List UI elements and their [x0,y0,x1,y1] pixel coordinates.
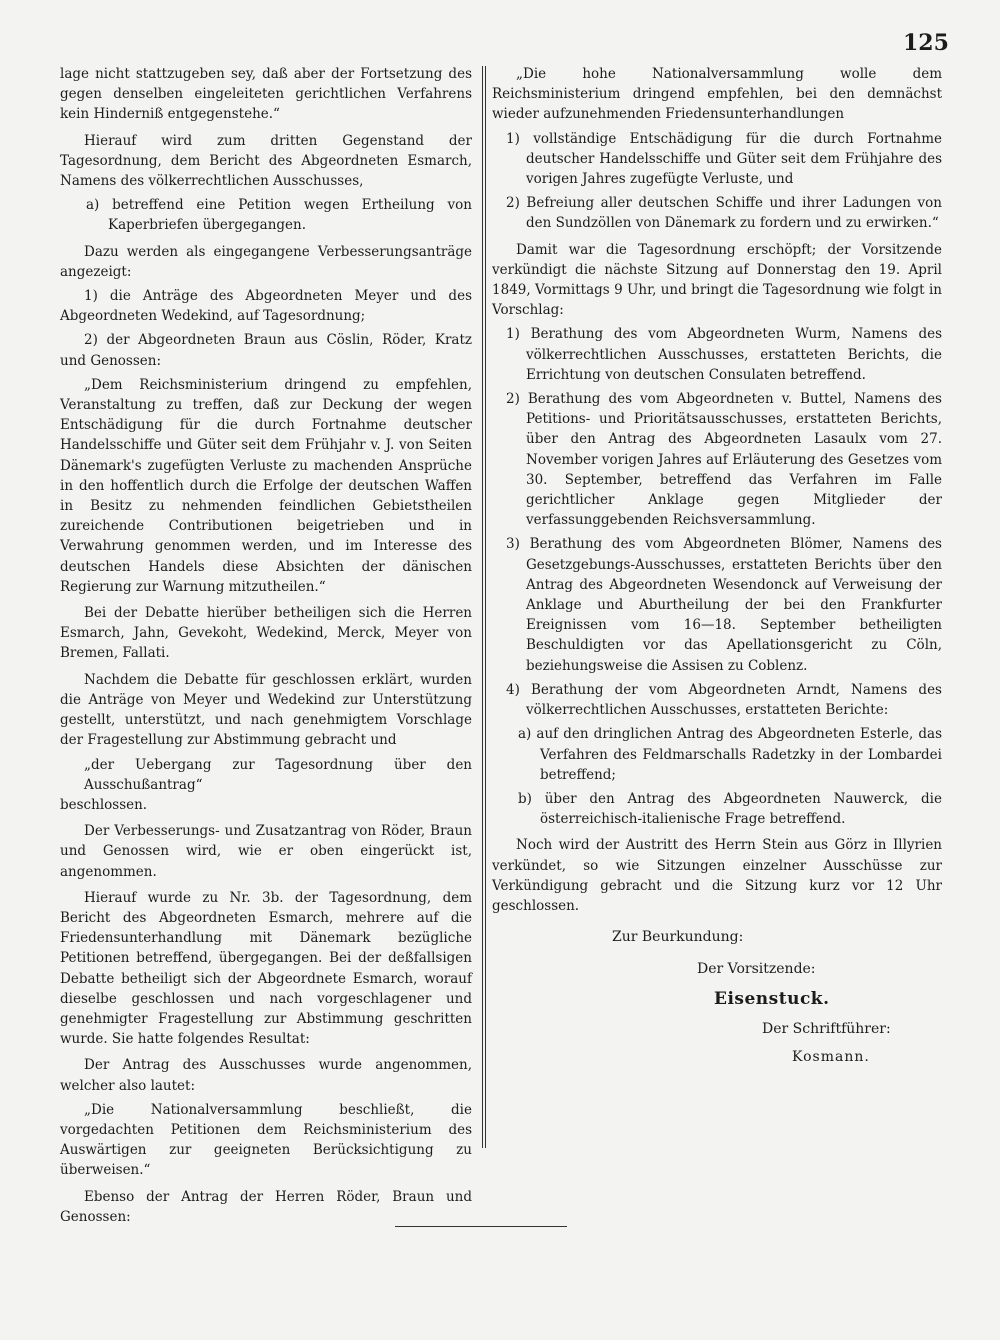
paragraph: Dazu werden als eingegangene Verbesserungsanträge angezeigt: [60,243,472,280]
quoted-motion: „der Uebergang zur Tagesordnung über den Ausschußantrag“ [84,756,472,793]
chair-name: Eisenstuck. [714,989,830,1010]
list-item: 1) vollständige Entschädigung für die durch Fortnahme deutscher Handelsschiffe und Güter seit dem Frühjahre des vorigen Jahres zugefügte Verluste, und [506,130,942,188]
signature-block [492,926,942,1068]
secretary-name: Kosmann. [792,1049,870,1066]
list-item: a) auf den dringlichen Antrag des Abgeordneten Esterle, das Verfahren des Feldmarschalls Radetzky in der Lombardei betreffend; [518,726,942,783]
list-item: 1) die Anträge des Abgeordneten Meyer und des Abgeordneten Wedekind, auf Tagesordnung; [60,288,472,325]
list-item: 1) Berathung des vom Abgeordneten Wurm, Namens des völkerrechtlichen Ausschusses, erstatteten Berichts, die Errichtung von deutschen Consulaten betreffend. [506,326,942,383]
paragraph: beschlossen. [60,796,148,813]
quoted-motion: „Dem Reichsministerium dringend zu empfehlen, Veranstaltung zu treffen, daß zur Deckung der wegen Entschädigung für die durch Fortnahme deutscher Handelsschiffe und Güter seit dem Frühjahr v. J. von Seiten Dänemark's zugefügten Verluste zu machenden Ansprüche in den hoffentlich durch die Erfolge der deutschen Waffen in Besitz zu nehmenden feindlichen Gebietstheilen zureichende Contributionen beigetrieben und in Verwahrung genommen werden, und im Interesse des deutschen Handels diese Absichten der dänischen Regierung zur Warnung mitzutheilen.“ [60,376,472,595]
footer-rule [395,1226,567,1227]
paragraph: Nachdem die Debatte für geschlossen erklärt, wurden die Anträge von Meyer und Wedekind zur Unterstützung gestellt, unterstützt, und nach genehmigtem Vorschlage der Fragestellung zur Abstimmung gebracht und [60,671,472,749]
list-item: b) über den Antrag des Abgeordneten Nauwerck, die österreichisch-italienische Frage betreffend. [518,790,942,828]
paragraph: Noch wird der Austritt des Herrn Stein aus Görz in Illyrien verkündet, so wie Sitzungen einzelner Ausschüsse zur Verkündigung gebracht und die Sitzung kurz vor 12 Uhr geschlossen. [492,837,942,914]
quoted-motion: „Die Nationalversammlung beschließt, die vorgedachten Petitionen dem Reichsministerium des Auswärtigen zur geeigneten Berücksichtigung zu überweisen.“ [60,1101,472,1179]
signature-intro: Zur Beurkundung: [612,929,744,946]
paragraph: Damit war die Tagesordnung erschöpft; der Vorsitzende verkündigt die nächste Sitzung auf Donnerstag den 19. April 1849, Vormittags 9 Uhr, und bringt die Tagesordnung wie folgt in Vorschlag: [492,241,942,319]
list-item: 2) Befreiung aller deutschen Schiffe und ihrer Ladungen von den Sundzöllen von Dänemark zu fordern und zu erwirken.“ [506,195,942,232]
list-item: a) betreffend eine Petition wegen Ertheilung von Kaperbriefen übergegangen. [86,197,472,234]
paragraph: Der Antrag des Ausschusses wurde angenommen, welcher also lautet: [60,1057,472,1094]
list-item: 3) Berathung des vom Abgeordneten Blömer, Namens des Gesetzgebungs-Ausschusses, erstatteten Berichts über den Antrag des Abgeordneten Wesendonck auf Verweisung der Anklage und Aburtheilung der bei den Frankfurter Ereignissen vom 16—18. September betheiligten Beschuldigten vor das Apellationsgericht zu Cöln, beziehungsweise die Assisen zu Coblenz. [506,536,942,674]
paragraph: Hierauf wird zum dritten Gegenstand der Tagesordnung, dem Bericht des Abgeordneten Esmarch, Namens des völkerrechtlichen Ausschusses, [60,132,472,190]
column-divider [482,66,486,1148]
paragraph: Bei der Debatte hierüber betheiligen sich die Herren Esmarch, Jahn, Gevekoht, Wedekind, Merck, Meyer von Bremen, Fallati. [60,605,472,662]
quoted-motion: „Die hohe Nationalversammlung wolle dem Reichsministerium dringend empfehlen, bei den demnächst wieder aufzunehmenden Friedensunterhandlungen [492,66,942,123]
list-item: 2) der Abgeordneten Braun aus Cöslin, Röder, Kratz und Genossen: [60,332,472,369]
paragraph: lage nicht stattzugeben sey, daß aber der Fortsetzung des gegen denselben eingeleiteten gerichtlichen Verfahrens kein Hinderniß entgegenstehe.“ [60,66,472,123]
paragraph: Der Verbesserungs- und Zusatzantrag von Röder, Braun und Genossen wird, wie er oben eingerückt ist, angenommen. [60,823,472,880]
chair-label: Der Vorsitzende: [697,961,816,978]
secretary-label: Der Schriftführer: [762,1021,891,1038]
list-item: 2) Berathung des vom Abgeordneten v. Buttel, Namens des Petitions- und Prioritätsausschusses, erstatteten Berichts, über den Antrag des Abgeordneten Lasaulx vom 27. November vorigen Jahres auf Erläuterung des Gesetzes vom 30. September, betreffend das Verfahren im Falle gerichtlicher Anklage gegen Mitglieder der verfassunggebenden Reichsversammlung. [506,391,942,529]
paragraph: Ebenso der Antrag der Herren Röder, Braun und Genossen: [60,1188,472,1225]
page-number: 125 [903,30,949,56]
right-column [492,64,942,1068]
left-column [60,64,472,1227]
list-item: 4) Berathung der vom Abgeordneten Arndt, Namens des völkerrechtlichen Ausschusses, erstatteten Berichte: [506,681,942,719]
paragraph: Hierauf wurde zu Nr. 3b. der Tagesordnung, dem Bericht des Abgeordneten Esmarch, mehrere auf die Friedensunterhandlung mit Dänemark bezügliche Petitionen betreffend, übergegangen. Bei der deßfallsigen Debatte betheiligt sich der Abgeordnete Esmarch, worauf dieselbe geschlossen und nach vorgeschlagener und genehmigter Fragestellung zur Abstimmung geschritten wurde. Sie hatte folgendes Resultat: [60,889,472,1048]
